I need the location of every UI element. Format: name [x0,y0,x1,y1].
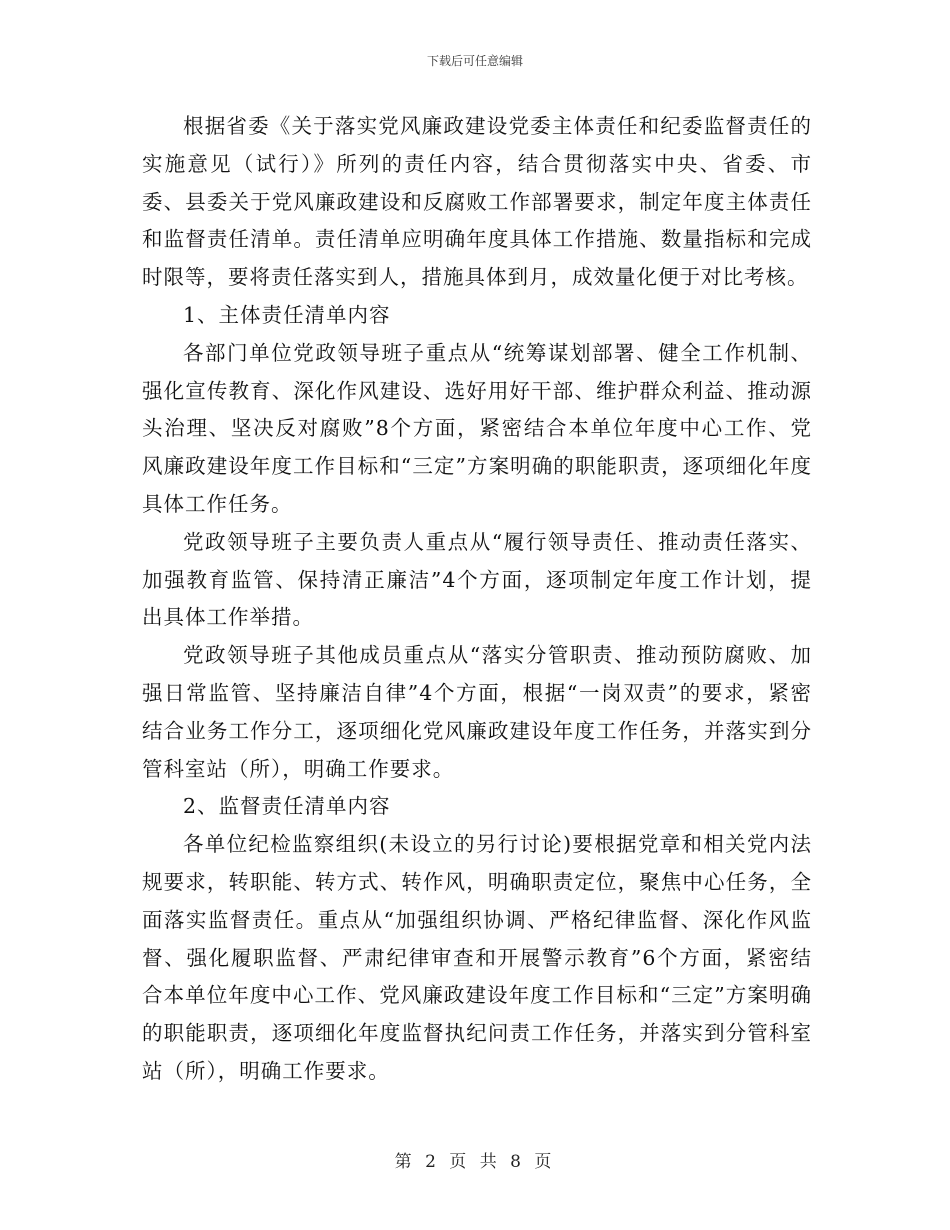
page-number: 第 2 页 共 8 页 [394,1152,556,1172]
section-heading-supervision-responsibility: 2、监督责任清单内容 [183,794,391,819]
section-heading-main-responsibility: 1、主体责任清单内容 [183,302,391,327]
document-body [142,108,812,1091]
paragraph-intro: 根据省委《关于落实党风廉政建设党委主体责任和纪委监督责任的实施意见（试行）》所列的责任内容，结合贯彻落实中央、省委、市委、县委关于党风廉政建设和反腐败工作部署要求，制定年度主体责任和监督责任清单。责任清单应明确年度具体工作措施、数量指标和完成时限等，要将责任落实到人，措施具体到月，成效量化便于对比考核。 [142,114,812,290]
paragraph-supervision: 各单位纪检监察组织(未设立的另行讨论)要根据党章和相关党内法规要求，转职能、转方式、转作风，明确职责定位，聚焦中心任务，全面落实监督责任。重点从“加强组织协调、严格纪律监督、深化作风监督、强化履职监督、严肃纪律审查和开展警示教育”6个方面，紧密结合本单位年度中心工作、党风廉政建设年度工作目标和“三定”方案明确的职能职责，逐项细化年度监督执纪问责工作任务，并落实到分管科室站（所），明确工作要求。 [142,832,812,1083]
page-header: 下载后可任意编辑 [426,54,523,68]
paragraph-other-members: 党政领导班子其他成员重点从“落实分管职责、推动预防腐败、加强日常监管、坚持廉洁自律”4个方面，根据“一岗双责”的要求，紧密结合业务工作分工，逐项细化党风廉政建设年度工作任务，并落实到分管科室站（所），明确工作要求。 [142,643,812,781]
paragraph-principal-leader: 党政领导班子主要负责人重点从“履行领导责任、推动责任落实、加强教育监管、保持清正廉洁”4个方面，逐项制定年度工作计划，提出具体工作举措。 [142,529,812,630]
paragraph-leadership-team: 各部门单位党政领导班子重点从“统筹谋划部署、健全工作机制、强化宣传教育、深化作风建设、选好用好干部、维护群众利益、推动源头治理、坚决反对腐败”8个方面，紧密结合本单位年度中心工作、党风廉政建设年度工作目标和“三定”方案明确的职能职责，逐项细化年度具体工作任务。 [142,340,812,516]
